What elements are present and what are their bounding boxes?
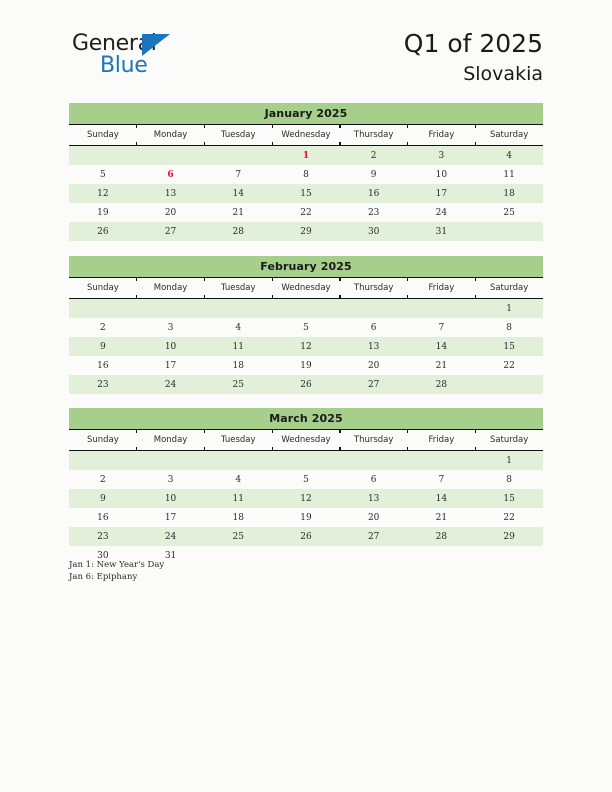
calendar-day[interactable]: 15: [272, 184, 340, 203]
weekday-header-thursday: Thursday: [340, 430, 408, 451]
calendar-day[interactable]: 25: [475, 203, 543, 222]
calendar-week-row: [69, 375, 543, 394]
calendar-day[interactable]: 20: [340, 356, 408, 375]
weekday-header-sunday: Sunday: [69, 278, 137, 299]
calendar-day[interactable]: 25: [204, 527, 272, 546]
calendar-week-row: [69, 146, 543, 166]
calendar-day[interactable]: 22: [475, 356, 543, 375]
calendar-day[interactable]: 4: [204, 318, 272, 337]
calendar-day[interactable]: 13: [340, 337, 408, 356]
calendar-week-row: [69, 299, 543, 319]
calendar-day[interactable]: 27: [340, 375, 408, 394]
calendar-day-empty: [204, 146, 272, 166]
calendar-day[interactable]: 14: [204, 184, 272, 203]
month-title: January 2025: [69, 103, 543, 124]
weekday-header-friday: Friday: [408, 278, 476, 299]
calendar-week-row: [69, 184, 543, 203]
calendar-day[interactable]: 31: [137, 546, 205, 565]
calendar-week-row: [69, 318, 543, 337]
calendar-day[interactable]: 2: [69, 318, 137, 337]
calendar-day[interactable]: 22: [272, 203, 340, 222]
calendar-day-empty: [408, 451, 476, 471]
calendar-day[interactable]: 9: [340, 165, 408, 184]
calendar-day[interactable]: 12: [272, 489, 340, 508]
weekday-header-row: [69, 278, 543, 299]
weekday-header-friday: Friday: [408, 125, 476, 146]
calendar-day[interactable]: 16: [340, 184, 408, 203]
calendar-day[interactable]: 30: [340, 222, 408, 241]
calendar-day[interactable]: 18: [475, 184, 543, 203]
calendar-day[interactable]: 10: [137, 489, 205, 508]
calendar-day[interactable]: 5: [69, 165, 137, 184]
calendar-day[interactable]: 19: [69, 203, 137, 222]
calendar-table: [69, 277, 543, 394]
calendar-table: [69, 429, 543, 565]
calendar-day[interactable]: 9: [69, 489, 137, 508]
calendar-day[interactable]: 9: [69, 337, 137, 356]
calendar-day[interactable]: 12: [272, 337, 340, 356]
calendar-day-empty: [69, 451, 137, 471]
calendar-day[interactable]: 1: [475, 451, 543, 471]
calendar-day[interactable]: 23: [340, 203, 408, 222]
footnote-item: Jan 1: New Year's Day: [69, 560, 165, 570]
calendar-day[interactable]: 18: [204, 508, 272, 527]
calendar-day[interactable]: 21: [408, 356, 476, 375]
calendar-week-row: [69, 527, 543, 546]
calendar-day[interactable]: 29: [475, 527, 543, 546]
calendar-day[interactable]: 16: [69, 356, 137, 375]
calendar-day[interactable]: 15: [475, 337, 543, 356]
calendar-day[interactable]: 11: [204, 489, 272, 508]
calendar-day[interactable]: 26: [272, 375, 340, 394]
calendar-day[interactable]: 23: [69, 375, 137, 394]
calendar-day[interactable]: 1: [475, 299, 543, 319]
logo-text-blue: Blue: [100, 53, 148, 78]
calendar-day[interactable]: 4: [475, 146, 543, 166]
calendar-day[interactable]: 3: [137, 470, 205, 489]
calendar-week-row: [69, 489, 543, 508]
calendar-day-empty: [204, 451, 272, 471]
calendar-day[interactable]: 6: [340, 470, 408, 489]
month-block-february: [69, 256, 543, 394]
weekday-header-saturday: Saturday: [475, 278, 543, 299]
weekday-header-sunday: Sunday: [69, 430, 137, 451]
month-block-march: [69, 408, 543, 565]
calendar-day-empty: [272, 451, 340, 471]
calendar-day[interactable]: 5: [272, 318, 340, 337]
calendar-day[interactable]: 18: [204, 356, 272, 375]
calendar-day[interactable]: 23: [69, 527, 137, 546]
calendar-day[interactable]: 11: [204, 337, 272, 356]
calendar-day-empty: [137, 451, 205, 471]
calendar-day[interactable]: 26: [272, 527, 340, 546]
calendar-body: [69, 451, 543, 566]
calendar-day[interactable]: 27: [137, 222, 205, 241]
page-title: [404, 28, 543, 87]
calendar-day[interactable]: 24: [137, 375, 205, 394]
calendar-body: [69, 299, 543, 395]
calendar-day-empty: [408, 299, 476, 319]
calendar-week-row: [69, 451, 543, 471]
weekday-header-wednesday: Wednesday: [272, 278, 340, 299]
weekday-header-sunday: Sunday: [69, 125, 137, 146]
calendar-day[interactable]: 22: [475, 508, 543, 527]
calendar-day[interactable]: 14: [408, 489, 476, 508]
calendar-day-empty: [340, 451, 408, 471]
calendar-day-empty: [340, 299, 408, 319]
month-block-january: [69, 103, 543, 241]
calendar-day[interactable]: 3: [137, 318, 205, 337]
quarter-title: Q1 of 2025: [403, 29, 543, 58]
month-title: February 2025: [69, 256, 543, 277]
weekday-header-saturday: Saturday: [475, 125, 543, 146]
calendar-day[interactable]: 8: [475, 470, 543, 489]
weekday-header-thursday: Thursday: [340, 278, 408, 299]
calendar-day[interactable]: 24: [137, 527, 205, 546]
calendar-day[interactable]: 4: [204, 470, 272, 489]
calendar-day-empty: [137, 299, 205, 319]
weekday-header-row: [69, 430, 543, 451]
weekday-header-thursday: Thursday: [340, 125, 408, 146]
month-title: March 2025: [69, 408, 543, 429]
calendar-day[interactable]: 7: [204, 165, 272, 184]
calendar-body: [69, 146, 543, 242]
calendar-day[interactable]: 21: [408, 508, 476, 527]
calendar-day[interactable]: 5: [272, 470, 340, 489]
calendar-day[interactable]: 27: [340, 527, 408, 546]
calendar-day-empty: [69, 299, 137, 319]
calendar-day[interactable]: 25: [204, 375, 272, 394]
calendar-day[interactable]: 16: [69, 508, 137, 527]
weekday-header-monday: Monday: [137, 278, 205, 299]
calendar-day-empty: [475, 375, 543, 394]
calendar-day[interactable]: 13: [340, 489, 408, 508]
weekday-header-tuesday: Tuesday: [204, 430, 272, 451]
calendar-day[interactable]: 8: [272, 165, 340, 184]
calendar-table: [69, 124, 543, 241]
weekday-header-tuesday: Tuesday: [204, 125, 272, 146]
weekday-header-monday: Monday: [137, 125, 205, 146]
calendar-day[interactable]: 29: [272, 222, 340, 241]
calendar-day[interactable]: 26: [69, 222, 137, 241]
calendar-day-empty: [69, 146, 137, 166]
calendar-day[interactable]: 28: [408, 375, 476, 394]
calendar-day[interactable]: 7: [408, 318, 476, 337]
footnote-item: Jan 6: Epiphany: [69, 572, 138, 582]
weekday-header-wednesday: Wednesday: [272, 125, 340, 146]
calendar-week-row: [69, 356, 543, 375]
weekday-header-row: [69, 125, 543, 146]
calendar-day[interactable]: 20: [137, 203, 205, 222]
calendar-day-empty: [475, 546, 543, 565]
calendar-day[interactable]: 15: [475, 489, 543, 508]
calendar-day[interactable]: 8: [475, 318, 543, 337]
calendar-day[interactable]: 6: [340, 318, 408, 337]
calendar-week-row: [69, 165, 543, 184]
calendar-day-empty: [272, 299, 340, 319]
calendar-day[interactable]: 7: [408, 470, 476, 489]
weekday-header-wednesday: Wednesday: [272, 430, 340, 451]
calendar-day[interactable]: 21: [204, 203, 272, 222]
calendar-day[interactable]: 12: [69, 184, 137, 203]
calendar-day-empty: [204, 299, 272, 319]
calendar-day-holiday[interactable]: 1: [272, 146, 340, 166]
calendar-day[interactable]: 17: [408, 184, 476, 203]
calendar-day[interactable]: 10: [137, 337, 205, 356]
weekday-header-tuesday: Tuesday: [204, 278, 272, 299]
weekday-header-saturday: Saturday: [475, 430, 543, 451]
calendar-week-row: [69, 203, 543, 222]
calendar-week-row: [69, 222, 543, 241]
calendar-day[interactable]: 28: [408, 527, 476, 546]
calendar-day[interactable]: 14: [408, 337, 476, 356]
page-header: [0, 0, 612, 100]
weekday-header-monday: Monday: [137, 430, 205, 451]
calendar-week-row: [69, 470, 543, 489]
holiday-footnotes: [69, 559, 469, 583]
calendar-week-row: [69, 337, 543, 356]
calendar-day[interactable]: 20: [340, 508, 408, 527]
calendar-day[interactable]: 17: [137, 508, 205, 527]
logo-text-general: General: [72, 31, 157, 56]
calendar-day[interactable]: 19: [272, 508, 340, 527]
calendar-day[interactable]: 28: [204, 222, 272, 241]
calendar-day-empty: [137, 146, 205, 166]
calendar-day[interactable]: 2: [340, 146, 408, 166]
calendar-day[interactable]: 13: [137, 184, 205, 203]
weekday-header-friday: Friday: [408, 430, 476, 451]
calendar-day[interactable]: 31: [408, 222, 476, 241]
calendar-day[interactable]: 3: [408, 146, 476, 166]
calendar-day[interactable]: 2: [69, 470, 137, 489]
calendar-day[interactable]: 11: [475, 165, 543, 184]
calendar-day-empty: [475, 222, 543, 241]
calendar-day[interactable]: 19: [272, 356, 340, 375]
calendar-week-row: [69, 508, 543, 527]
general-blue-logo: [72, 31, 272, 87]
calendar-day[interactable]: 17: [137, 356, 205, 375]
calendar-day[interactable]: 10: [408, 165, 476, 184]
calendar-day-holiday[interactable]: 6: [137, 165, 205, 184]
calendar-day[interactable]: 24: [408, 203, 476, 222]
calendar-day[interactable]: 30: [69, 546, 137, 565]
country-title: Slovakia: [463, 63, 543, 85]
